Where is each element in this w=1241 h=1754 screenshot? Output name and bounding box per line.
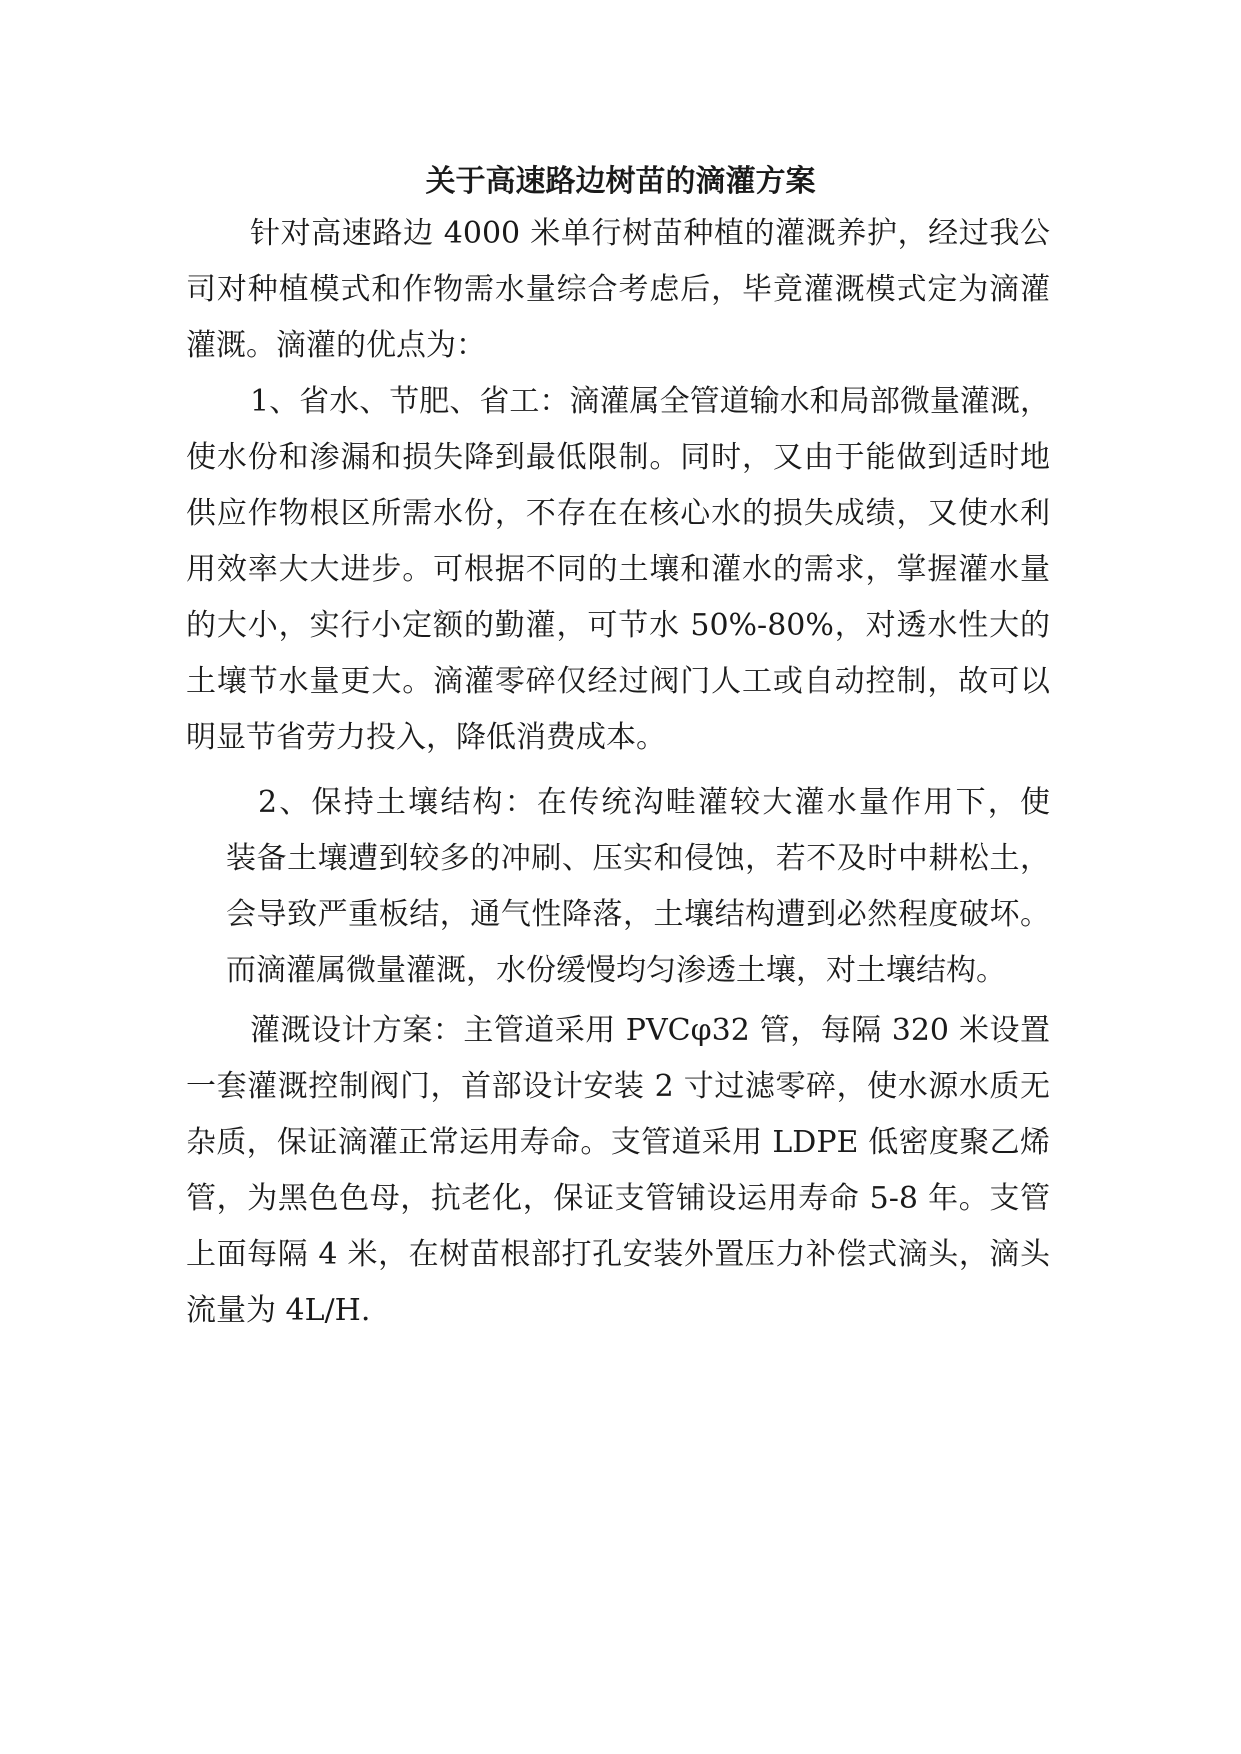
text-line: 土壤节水量更大。滴灌零碎仅经过阀门人工或自动控制，故可以 (186, 664, 1050, 699)
text-line: 的大小，实行小定额的勤灌，可节水 50%-80%，对透水性大的 (186, 608, 1050, 643)
text-line: 上面每隔 4 米，在树苗根部打孔安装外置压力补偿式滴头，滴头 (186, 1237, 1050, 1272)
text-line: 装备土壤遭到较多的冲刷、压实和侵蚀，若不及时中耕松土， (226, 841, 1050, 876)
text-line: 流量为 4L/H. (186, 1293, 371, 1328)
text-line: 1、省水、节肥、省工：滴灌属全管道输水和局部微量灌溉， (250, 384, 1050, 419)
document-title: 关于高速路边树苗的滴灌方案 (425, 164, 816, 199)
text-line: 灌溉。滴灌的优点为： (186, 328, 486, 363)
text-line: 使水份和渗漏和损失降到最低限制。同时，又由于能做到适时地 (186, 440, 1050, 475)
text-line: 杂质，保证滴灌正常运用寿命。支管道采用 LDPE 低密度聚乙烯 (186, 1125, 1050, 1160)
text-line: 灌溉设计方案：主管道采用 PVCφ32 管，每隔 320 米设置 (250, 1013, 1050, 1048)
text-line: 用效率大大进步。可根据不同的土壤和灌水的需求，掌握灌水量 (186, 552, 1050, 587)
text-line: 供应作物根区所需水份，不存在在核心水的损失成绩，又使水利 (186, 496, 1050, 531)
text-line: 而滴灌属微量灌溉，水份缓慢均匀渗透土壤，对土壤结构。 (226, 953, 1006, 988)
text-line: 会导致严重板结，通气性降落，土壤结构遭到必然程度破坏。 (226, 897, 1050, 932)
text-line: 针对高速路边 4000 米单行树苗种植的灌溉养护，经过我公 (250, 216, 1050, 251)
text-line: 司对种植模式和作物需水量综合考虑后，毕竟灌溉模式定为滴灌 (186, 272, 1050, 307)
text-line: 2、保持土壤结构：在传统沟畦灌较大灌水量作用下，使 (258, 785, 1050, 820)
text-line: 一套灌溉控制阀门，首部设计安装 2 寸过滤零碎，使水源水质无 (186, 1069, 1050, 1104)
text-line: 管，为黑色色母，抗老化，保证支管铺设运用寿命 5-8 年。支管 (186, 1181, 1050, 1216)
text-line: 明显节省劳力投入，降低消费成本。 (186, 720, 666, 755)
